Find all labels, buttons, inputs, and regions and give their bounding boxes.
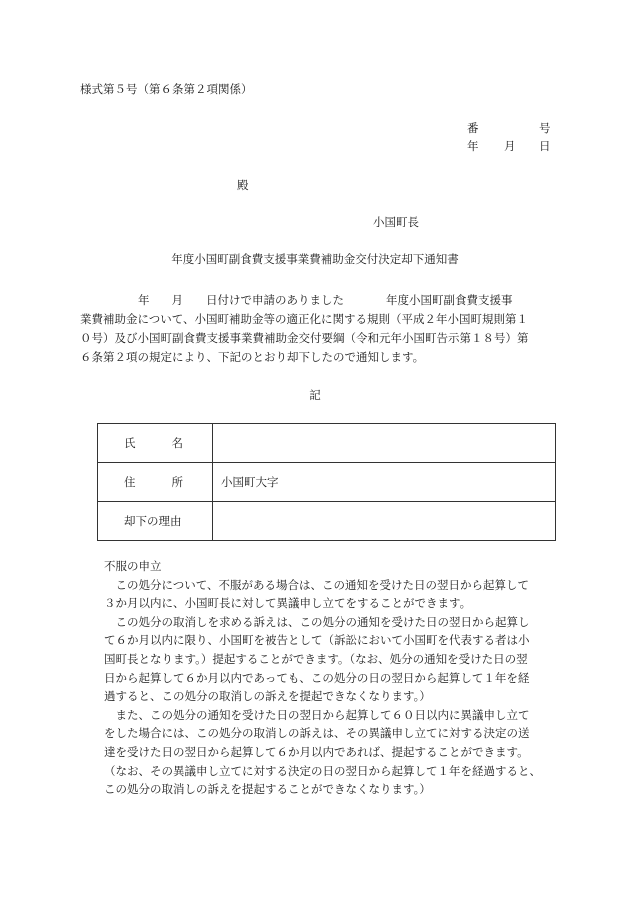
reason-label: 却下の理由 bbox=[98, 502, 213, 541]
appeal-line: 過すると、この処分の取消しの訴えを提起できなくなります。） bbox=[104, 689, 431, 704]
body-application-text: 日付けで申請のありました bbox=[206, 293, 344, 307]
appeal-line: 日から起算して６か月以内であっても、この処分の日の翌日から起算して１年を経 bbox=[104, 670, 530, 685]
details-table bbox=[97, 423, 556, 541]
appeal-line: ３か月以内に、小国町長に対して異議申し立てをすることができます。 bbox=[104, 596, 472, 611]
name-label-part-1: 氏 bbox=[124, 436, 136, 450]
address-label-part-2: 所 bbox=[171, 475, 183, 489]
table-row-address bbox=[98, 463, 556, 502]
reason-value bbox=[213, 502, 556, 541]
body-program-name-start: 年度小国町副食費支援事 bbox=[386, 293, 513, 307]
appeal-line: て６か月以内に限り、小国町を被告として（訴訟において小国町を代表する者は小 bbox=[104, 633, 530, 648]
body-line-1 bbox=[80, 291, 560, 310]
ki-heading: 記 bbox=[309, 388, 321, 402]
appeal-line: この処分の取消しの訴えを提起することができなくなります。） bbox=[104, 782, 431, 797]
appeal-line: をした場合には、この処分の取消しの訴えは、その異議申し立てに対する決定の送 bbox=[104, 726, 530, 741]
document-number-label: 番 bbox=[467, 121, 479, 135]
body-line-2: 業費補助金について、小国町補助金等の適正化に関する規則（平成２年小国町規則第１ bbox=[80, 312, 529, 326]
appeal-line: また、この処分の通知を受けた日の翌日から起算して６０日以内に異議申し立て bbox=[104, 707, 530, 722]
address-label bbox=[98, 463, 213, 502]
name-label-part-2: 名 bbox=[171, 436, 183, 450]
notice-body bbox=[80, 291, 560, 367]
appeal-line: この処分について、不服がある場合は、この通知を受けた日の翌日から起算して bbox=[104, 577, 530, 592]
appeal-heading: 不服の申立 bbox=[104, 559, 162, 573]
name-label bbox=[98, 424, 213, 463]
date-year-label: 年 bbox=[467, 139, 479, 153]
body-line-3: ０号）及び小国町副食費支援事業費補助金交付要綱（令和元年小国町告示第１８号）第 bbox=[80, 331, 529, 345]
appeal-line: 国町長となります。）提起することができます。（なお、処分の通知を受けた日の翌 bbox=[104, 651, 528, 666]
issuer: 小国町長 bbox=[373, 215, 419, 229]
table-row-name bbox=[98, 424, 556, 463]
body-month-label: 月 bbox=[171, 293, 183, 307]
address-value: 小国町大字 bbox=[213, 463, 556, 502]
date-month-label: 月 bbox=[504, 139, 516, 153]
address-label-part-1: 住 bbox=[124, 475, 136, 489]
table-row-reason bbox=[98, 502, 556, 541]
body-year-label: 年 bbox=[138, 293, 150, 307]
body-line-4: ６条第２項の規定により、下記のとおり却下したので通知します。 bbox=[80, 350, 425, 364]
addressee-honorific: 殿 bbox=[237, 178, 249, 192]
document-title: 年度小国町副食費支援事業費補助金交付決定却下通知書 bbox=[171, 252, 459, 266]
appeal-line: 達を受けた日の翌日から起算して６か月以内であれば、提起することができます。 bbox=[104, 744, 529, 759]
appeal-line: この処分の取消しを求める訴えは、この処分の通知を受けた日の翌日から起算し bbox=[104, 614, 530, 629]
appeal-section bbox=[104, 557, 560, 799]
form-number: 様式第５号（第６条第２項関係） bbox=[80, 82, 253, 96]
document-number-suffix: 号 bbox=[539, 121, 551, 135]
name-value bbox=[213, 424, 556, 463]
appeal-line: （なお、その異議申し立てに対する決定の日の翌日から起算して１年を経過すると、 bbox=[104, 763, 541, 778]
date-day-label: 日 bbox=[539, 139, 551, 153]
